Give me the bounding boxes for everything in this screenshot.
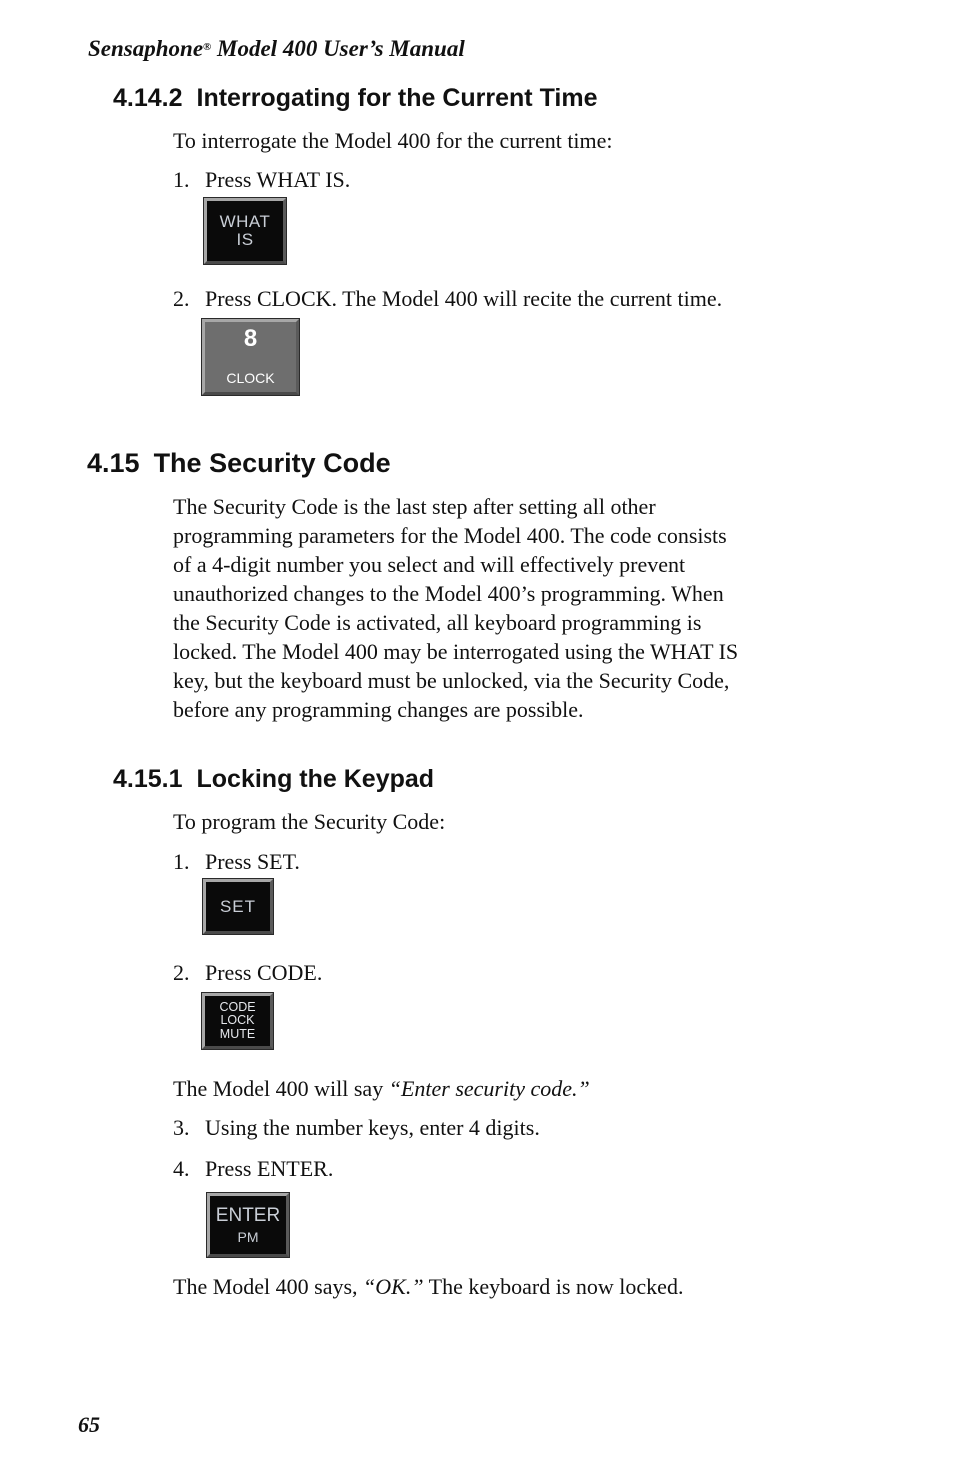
section-number: 4.14.2 [113,84,183,112]
brand-name: Sensaphone [88,36,204,61]
step-number: 3. [173,1115,190,1140]
section-heading-4-15-1 [113,765,434,794]
security-code-paragraph [173,492,813,724]
step-item [173,1115,540,1141]
what-is-key [204,198,286,264]
step-item [173,167,350,193]
paragraph-line: key, but the keyboard must be unlocked, via the Security Code, [173,668,730,693]
section-number: 4.15.1 [113,765,183,793]
step-number: 1. [173,167,190,192]
prompt-lead: The Model 400 says, [173,1274,364,1299]
key-digit: 8 [243,325,258,352]
confirmation-text [173,1272,683,1301]
step-item [173,849,300,875]
paragraph-line: the Security Code is activated, all keyboard programming is [173,610,702,635]
key-label: IS [236,230,254,249]
step-number: 1. [173,849,190,874]
set-key [203,879,273,934]
paragraph-line: programming parameters for the Model 400. The code consists [173,523,727,548]
voice-prompt-text [173,1074,590,1103]
page-number: 65 [78,1412,100,1437]
section-heading-4-15 [87,448,391,479]
paragraph-line: of a 4-digit number you select and will effectively prevent [173,552,686,577]
key-label: SET [219,896,257,916]
key-label: MUTE [219,1026,256,1041]
section-title: The Security Code [153,448,391,478]
step-item [173,1156,333,1182]
key-label: CLOCK [226,370,275,387]
step-text: Using the number keys, enter 4 digits. [205,1115,540,1140]
step-number: 2. [173,960,190,985]
running-header [88,36,465,62]
section-title: Locking the Keypad [196,765,435,793]
step-item [173,960,322,986]
step-text: Press WHAT IS. [205,167,351,192]
prompt-lead: The Model 400 will say [173,1076,389,1101]
manual-title: Model 400 User’s Manual [211,36,465,61]
clock-key [202,319,299,395]
intro-text: To program the Security Code: [173,809,446,834]
key-label: LOCK [220,1013,255,1028]
spoken-phrase: “OK.” [363,1274,424,1299]
section-heading-4-14-2 [113,84,597,113]
step-text: Press CLOCK. The Model 400 will recite the current time. [205,286,723,311]
step-text: Press SET. [205,849,300,874]
intro-text: To interrogate the Model 400 for the current time: [173,128,613,153]
paragraph-line: The Security Code is the last step after setting all other [173,494,656,519]
step-text: Press CODE. [205,960,323,985]
step-item [173,286,722,312]
step-number: 2. [173,286,190,311]
paragraph-line: unauthorized changes to the Model 400’s programming. When [173,581,724,606]
section-title: Interrogating for the Current Time [196,84,598,112]
enter-key [207,1193,289,1257]
registered-mark: ® [203,41,212,53]
section-number: 4.15 [87,448,140,478]
step-number: 4. [173,1156,190,1181]
key-label: CODE [219,1000,256,1015]
spoken-phrase: “Enter security code.” [388,1076,590,1101]
key-label: ENTER [215,1204,281,1226]
step-text: Press ENTER. [205,1156,334,1181]
prompt-tail: The keyboard is now locked. [423,1274,684,1299]
paragraph-line: locked. The Model 400 may be interrogated using the WHAT IS [173,639,739,664]
paragraph-line: before any programming changes are possible. [173,697,584,722]
key-label: PM [237,1228,259,1245]
code-key [202,993,273,1049]
key-label: WHAT [219,212,271,232]
